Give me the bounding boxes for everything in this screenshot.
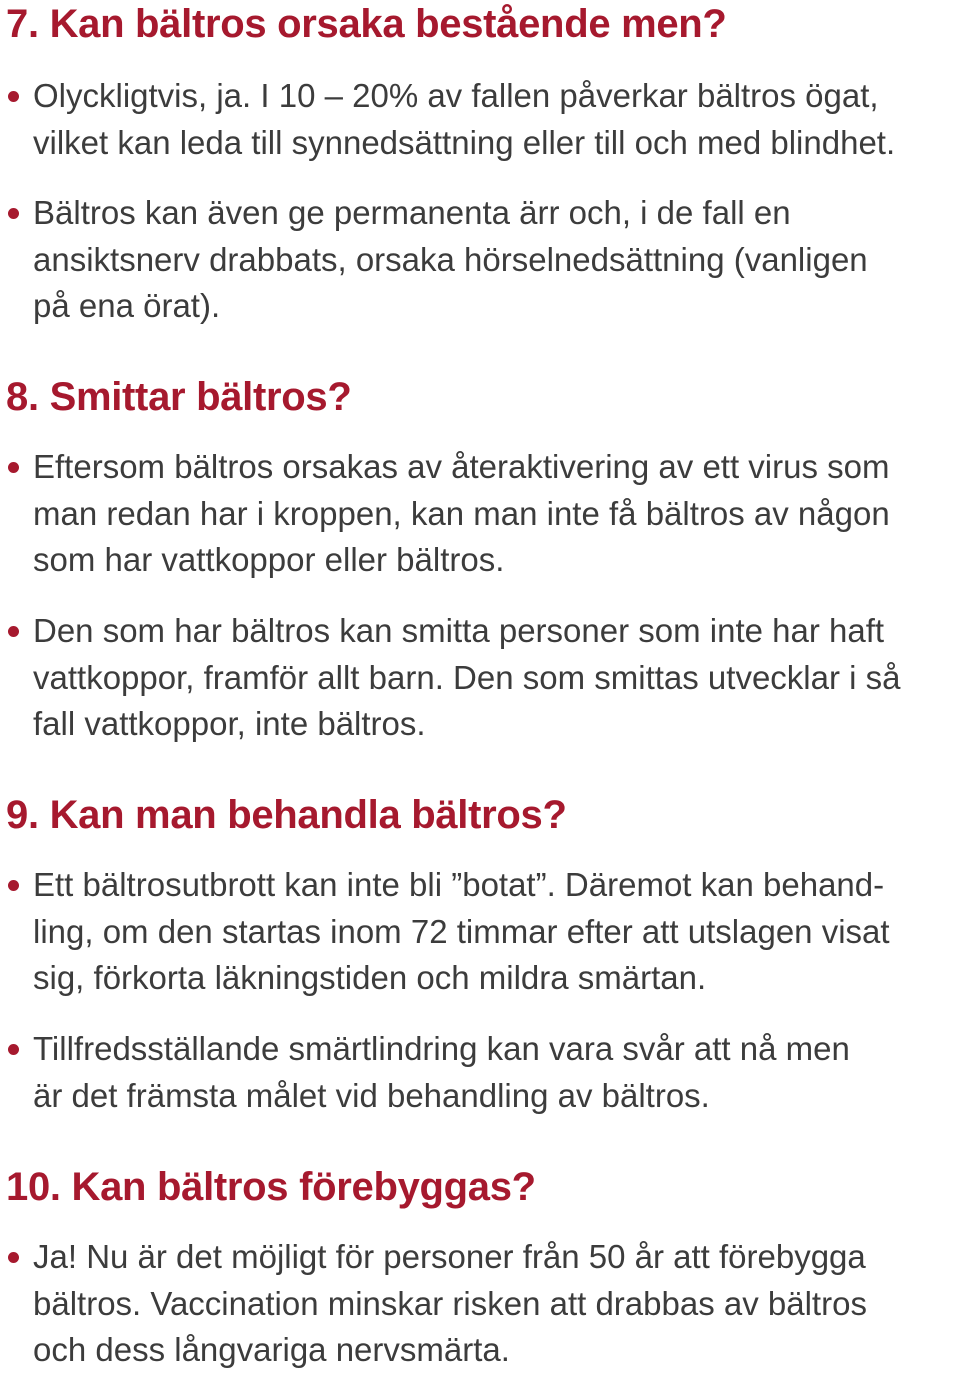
section-heading-10: 10. Kan bältros förebyggas?	[6, 1165, 536, 1209]
bullet-dot-icon	[8, 880, 19, 891]
bullet-text: Tillfredsställande smärtlindring kan vara svår att nå men är det främsta målet vid behandling av bältros.	[33, 1030, 850, 1114]
bullet-text: Ett bältrosutbrott kan inte bli ”botat”. Däremot kan behand- ling, om den startas inom 72 timmar efter att utslagen visat sig, förkorta läkningstiden och mildra smärtan.	[33, 866, 890, 996]
section-heading-7: 7. Kan bältros orsaka bestående men?	[6, 2, 727, 46]
bullet-text: Olyckligtvis, ja. I 10 – 20% av fallen påverkar bältros ögat, vilket kan leda till synnedsättning eller till och med blindhet.	[33, 77, 896, 161]
bullet-text: Eftersom bältros orsakas av återaktivering av ett virus som man redan har i kroppen, kan man inte få bältros av någon som har vattkoppor eller bältros.	[33, 448, 890, 578]
section-heading-9: 9. Kan man behandla bältros?	[6, 793, 567, 837]
section-heading-8: 8. Smittar bältros?	[6, 375, 352, 419]
bullet-text: Bältros kan även ge permanenta ärr och, i de fall en ansiktsnerv drabbats, orsaka hörselnedsättning (vanligen på ena örat).	[33, 194, 868, 324]
bullet-dot-icon	[8, 208, 19, 219]
bullet-dot-icon	[8, 462, 19, 473]
bullet-dot-icon	[8, 626, 19, 637]
bullet-dot-icon	[8, 1252, 19, 1263]
bullet-dot-icon	[8, 1044, 19, 1055]
bullet-text: Den som har bältros kan smitta personer som inte har haft vattkoppor, framför allt barn. Den som smittas utvecklar i så fall vattkoppor, inte bältros.	[33, 612, 901, 742]
bullet-text: Ja! Nu är det möjligt för personer från 50 år att förebygga bältros. Vaccination minskar risken att drabbas av bältros och dess långvariga nervsmärta.	[33, 1238, 867, 1368]
bullet-dot-icon	[8, 91, 19, 102]
